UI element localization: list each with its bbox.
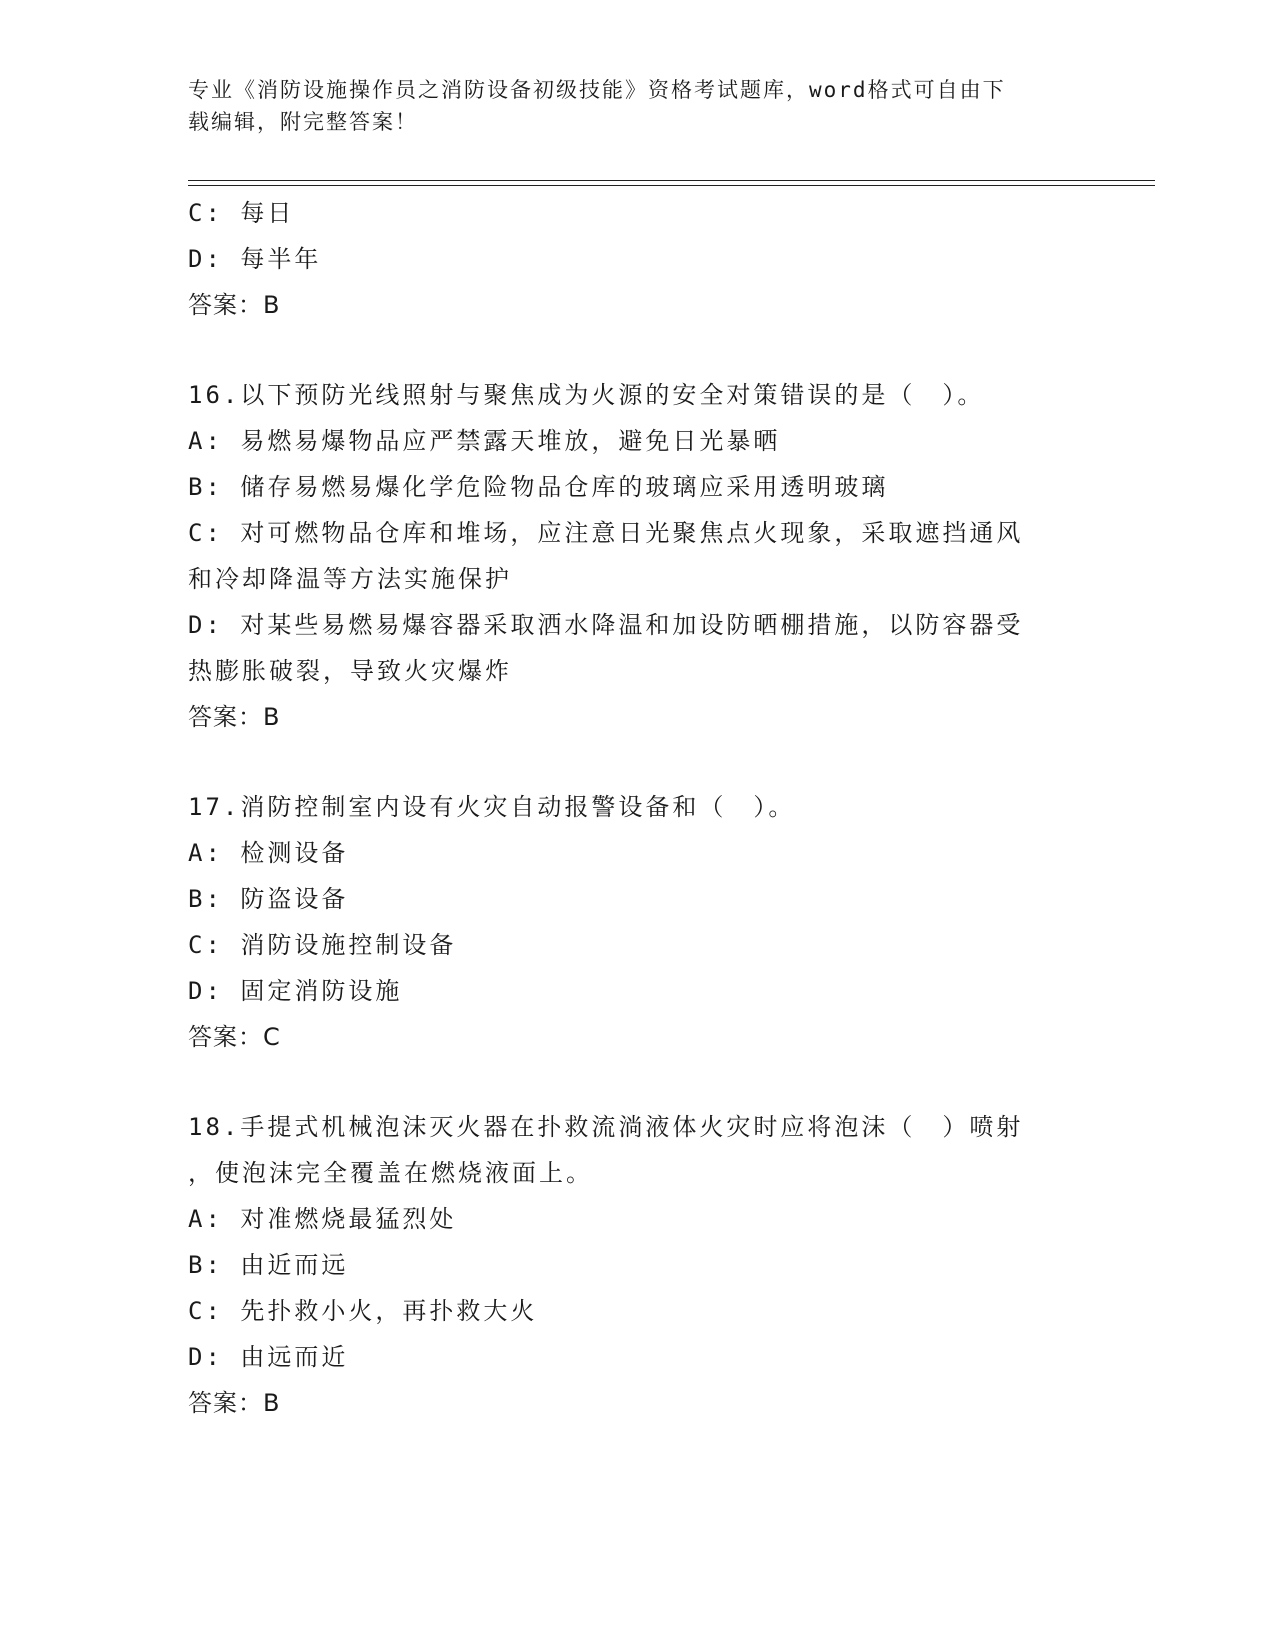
option-d: D: 每半年 — [188, 245, 322, 273]
spacer — [188, 1060, 1088, 1104]
option-d: D: 固定消防设施 — [188, 977, 403, 1005]
option-a: A: 易燃易爆物品应严禁露天堆放，避免日光暴晒 — [188, 427, 781, 455]
spacer — [188, 328, 1088, 372]
question-15-tail — [188, 190, 1088, 328]
option-b: B: 储存易燃易爆化学危险物品仓库的玻璃应采用透明玻璃 — [188, 473, 889, 501]
option-c: C: 每日 — [188, 199, 295, 227]
question-16 — [188, 372, 1088, 740]
option-c-line-2: 和冷却降温等方法实施保护 — [188, 565, 512, 593]
option-d: D: 由远而近 — [188, 1343, 349, 1371]
option-d-line-2: 热膨胀破裂，导致火灾爆炸 — [188, 657, 512, 685]
option-a: A: 检测设备 — [188, 839, 349, 867]
question-17 — [188, 784, 1088, 1060]
answer: 答案：B — [188, 703, 281, 731]
question-18 — [188, 1104, 1088, 1426]
question-stem: 16.以下预防光线照射与聚焦成为火源的安全对策错误的是（ ）。 — [188, 381, 985, 409]
option-b: B: 由近而远 — [188, 1251, 349, 1279]
header-line-2: 载编辑，附完整答案！ — [188, 110, 418, 134]
answer: 答案：B — [188, 291, 281, 319]
question-list — [188, 190, 1088, 1426]
option-d-line-1: D: 对某些易燃易爆容器采取洒水降温和加设防晒棚措施，以防容器受 — [188, 611, 1024, 639]
question-stem: 17.消防控制室内设有火灾自动报警设备和（ ）。 — [188, 793, 796, 821]
option-b: B: 防盗设备 — [188, 885, 349, 913]
spacer — [188, 740, 1088, 784]
question-stem-line-1: 18.手提式机械泡沫灭火器在扑救流淌液体火灾时应将泡沫（ ）喷射 — [188, 1113, 1024, 1141]
answer: 答案：B — [188, 1389, 281, 1417]
option-c-line-1: C: 对可燃物品仓库和堆场，应注意日光聚焦点火现象，采取遮挡通风 — [188, 519, 1024, 547]
question-stem-line-2: ，使泡沫完全覆盖在燃烧液面上。 — [188, 1159, 593, 1187]
option-c: C: 消防设施控制设备 — [188, 931, 457, 959]
answer: 答案：C — [188, 1023, 281, 1051]
header-divider-bottom — [188, 185, 1155, 186]
option-c: C: 先扑救小火，再扑救大火 — [188, 1297, 538, 1325]
option-a: A: 对准燃烧最猛烈处 — [188, 1205, 457, 1233]
document-header — [188, 74, 1088, 138]
header-line-1: 专业《消防设施操作员之消防设备初级技能》资格考试题库，word格式可自由下 — [188, 78, 1006, 102]
header-divider-top — [188, 180, 1155, 181]
